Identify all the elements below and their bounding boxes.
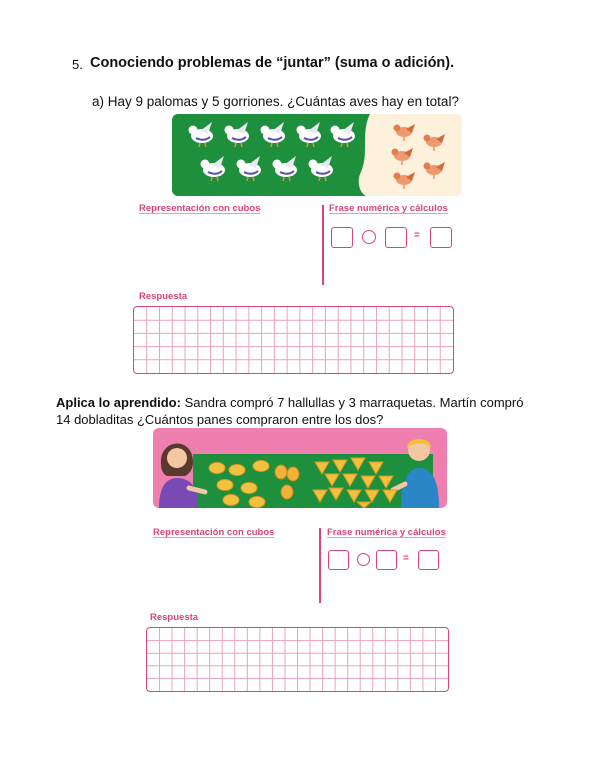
apply-addend-box-1[interactable] <box>328 550 349 570</box>
apply-addend-box-2[interactable] <box>376 550 397 570</box>
hallulla-icon <box>229 465 245 476</box>
addend-box-1[interactable] <box>331 227 353 248</box>
numeric-sentence-label: Frase numérica y cálculos <box>329 203 448 214</box>
answer-grid-lines <box>134 307 453 373</box>
hallulla-icon <box>253 461 269 472</box>
cubes-representation-label: Representación con cubos <box>139 203 261 214</box>
question-number: 5. <box>72 57 83 72</box>
hallulla-icon <box>217 480 233 491</box>
apply-operator-circle[interactable] <box>357 553 370 566</box>
hallulla-icon <box>209 463 225 474</box>
equals-sign: = <box>414 230 420 241</box>
divider-line <box>322 205 324 285</box>
operator-circle[interactable] <box>362 230 376 244</box>
bread-illustration <box>153 428 447 508</box>
apply-answer-grid[interactable] <box>146 627 449 692</box>
marraqueta-icon <box>275 465 287 479</box>
apply-answer-label: Respuesta <box>150 612 199 623</box>
apply-problem-text <box>56 394 536 428</box>
addend-box-2[interactable] <box>385 227 407 248</box>
apply-divider-line <box>319 528 321 603</box>
apply-body: Sandra compró 7 hallullas y 3 marraquetas. Martín compró 14 dobladitas ¿Cuántos panes compraron entre los dos? <box>56 395 524 427</box>
question-title: Conociendo problemas de “juntar” (suma o adición). <box>90 55 455 71</box>
answer-label: Respuesta <box>139 291 188 302</box>
apply-heading: Aplica lo aprendido: <box>56 395 181 410</box>
hallulla-icon <box>223 495 239 506</box>
marraqueta-icon <box>281 485 293 499</box>
hallulla-icon <box>249 497 265 508</box>
apply-cubes-representation-label: Representación con cubos <box>153 527 275 538</box>
hallulla-icon <box>241 483 257 494</box>
result-box[interactable] <box>430 227 452 248</box>
answer-grid[interactable] <box>133 306 454 374</box>
marraqueta-icon <box>287 467 299 481</box>
birds-illustration <box>172 114 462 196</box>
apply-result-box[interactable] <box>418 550 439 570</box>
apply-equals-sign: = <box>403 553 409 564</box>
apply-answer-grid-lines <box>147 628 448 691</box>
apply-numeric-sentence-label: Frase numérica y cálculos <box>327 527 446 538</box>
part-a-question: a) Hay 9 palomas y 5 gorriones. ¿Cuántas aves hay en total? <box>92 94 459 109</box>
